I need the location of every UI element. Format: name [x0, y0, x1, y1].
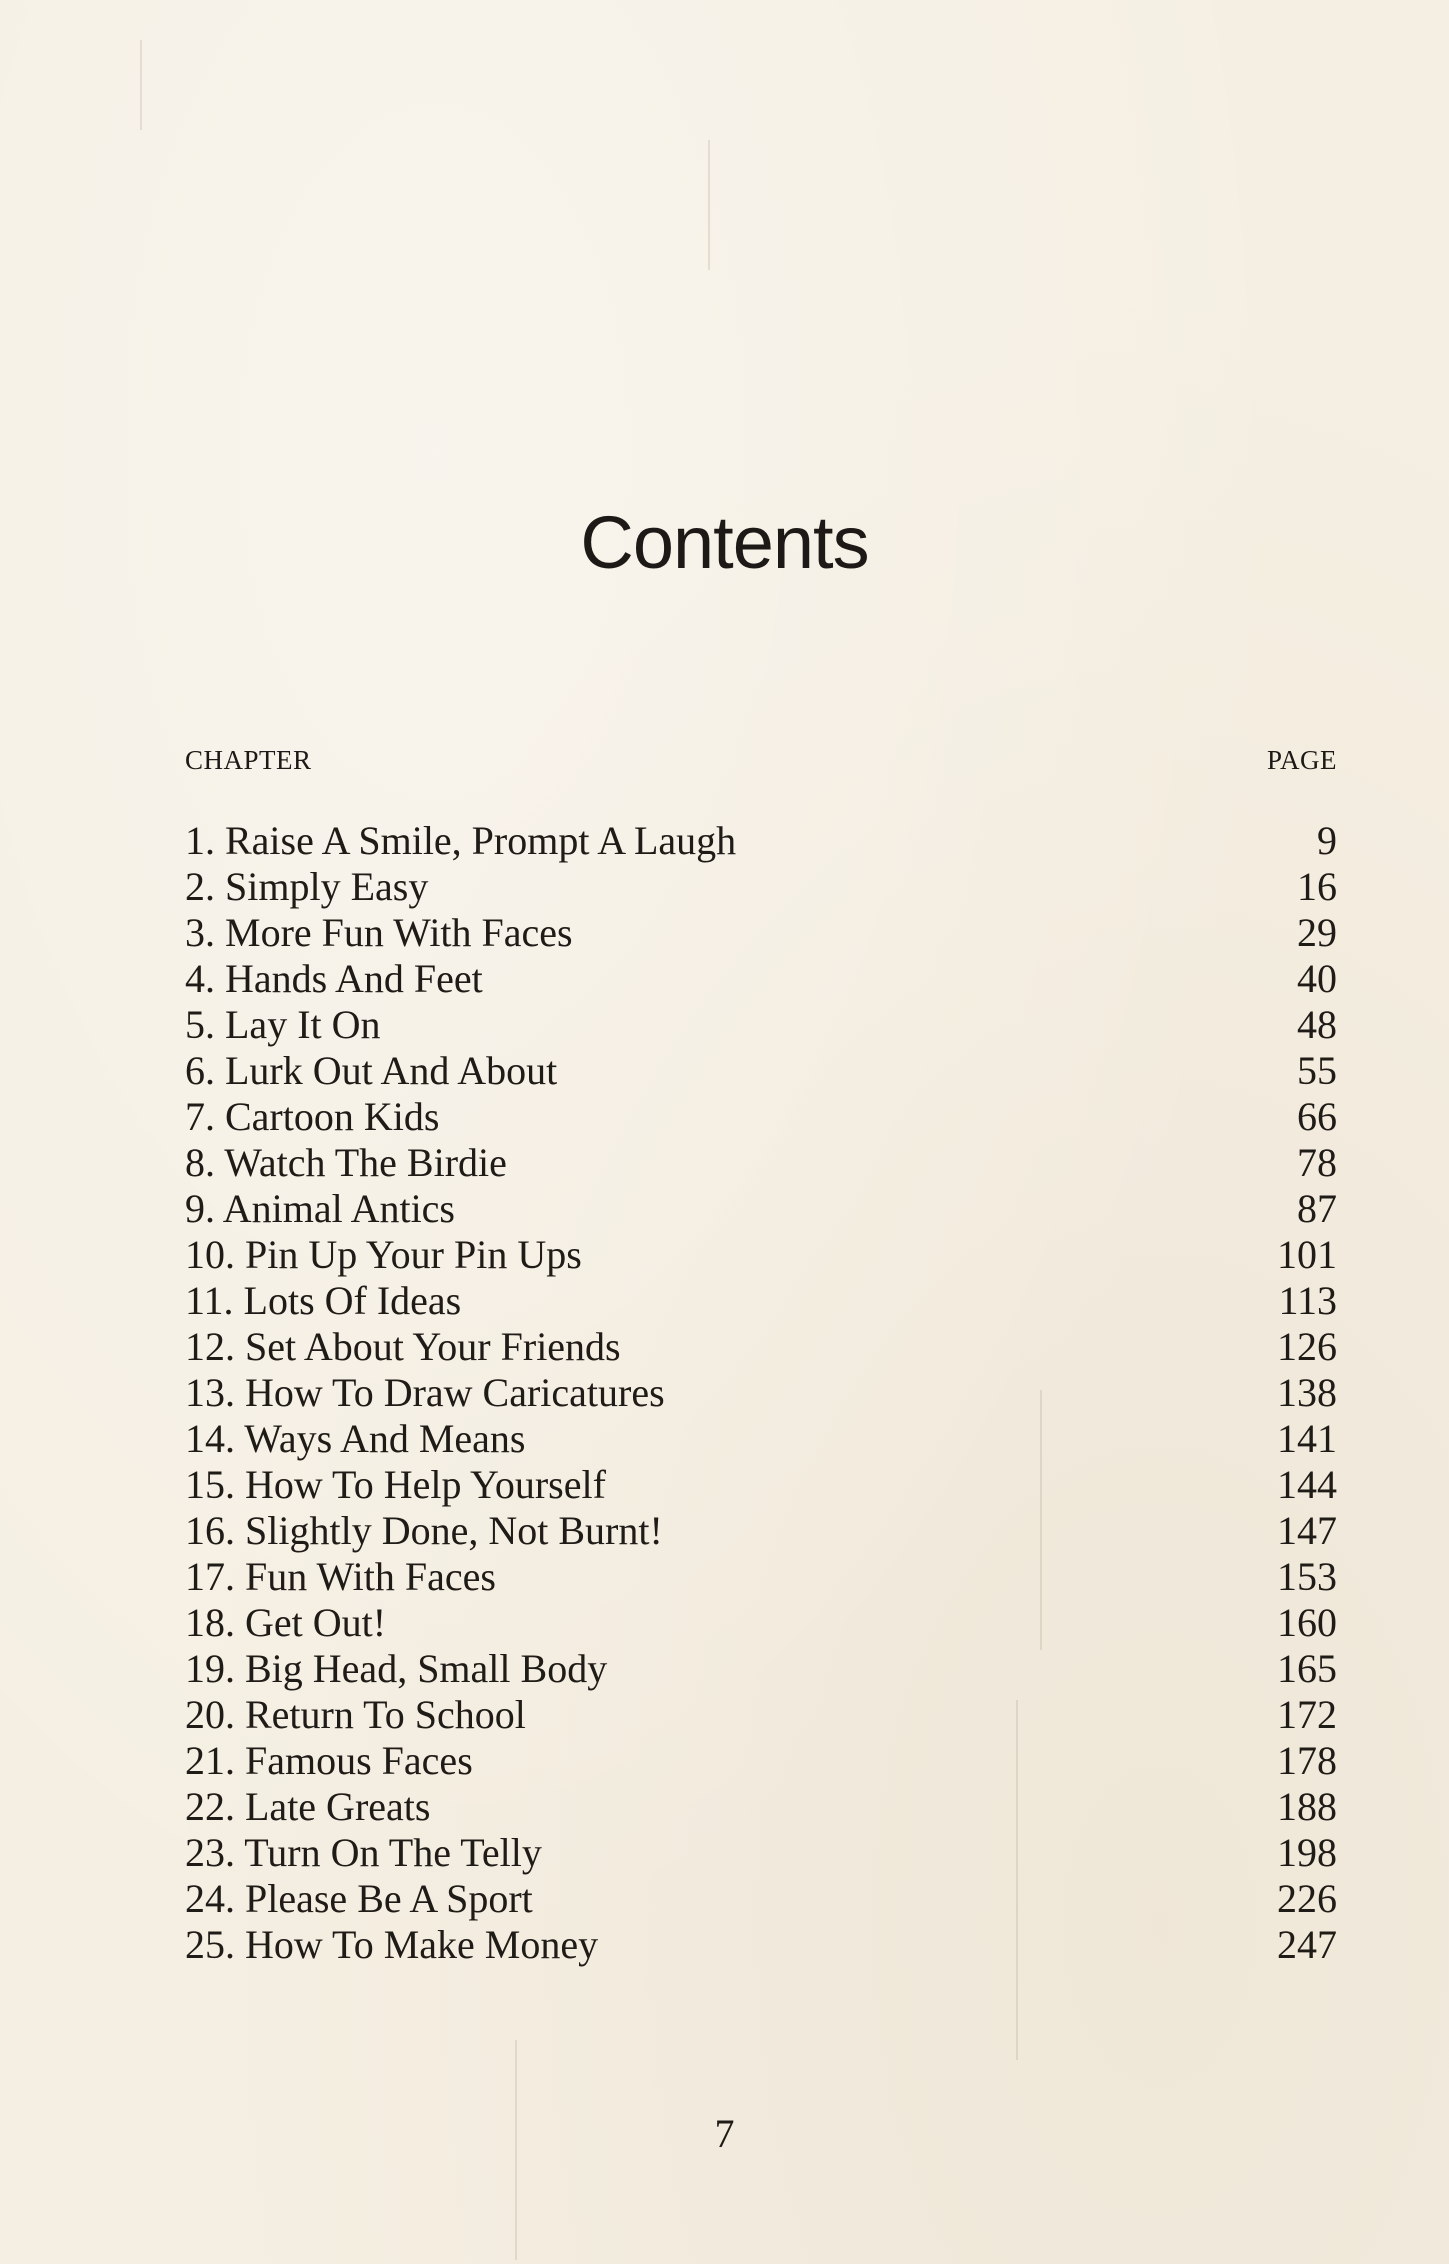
chapter-title: 24. Please Be A Sport [185, 1876, 533, 1921]
chapter-title: 15. How To Help Yourself [185, 1462, 606, 1507]
chapter-title: 13. How To Draw Caricatures [185, 1370, 665, 1415]
toc-entry [185, 1094, 1337, 1140]
chapter-page-number: 147 [1277, 1508, 1337, 1553]
chapter-page-number: 29 [1297, 910, 1337, 955]
page-column-header: PAGE [1266, 745, 1337, 775]
toc-entry [185, 1462, 1337, 1508]
toc-entry [185, 1646, 1337, 1692]
chapter-title: 21. Famous Faces [185, 1738, 473, 1783]
chapter-title: 7. Cartoon Kids [185, 1094, 440, 1139]
toc-entry [185, 818, 1337, 864]
chapter-title: 9. Animal Antics [185, 1186, 455, 1231]
toc-entry [185, 956, 1337, 1002]
toc-entry [185, 1600, 1337, 1646]
toc-entry [185, 1048, 1337, 1094]
toc-entry [185, 1784, 1337, 1830]
chapter-page-number: 188 [1277, 1784, 1337, 1829]
chapter-page-number: 101 [1277, 1232, 1337, 1277]
toc-entry [185, 1692, 1337, 1738]
chapter-page-number: 160 [1277, 1600, 1337, 1645]
toc-entry [185, 1876, 1337, 1922]
toc-entry [185, 1922, 1337, 1968]
chapter-page-number: 48 [1297, 1002, 1337, 1047]
chapter-column-header: CHAPTER [185, 745, 312, 775]
chapter-title: 16. Slightly Done, Not Burnt! [185, 1508, 663, 1553]
toc-entry [185, 1738, 1337, 1784]
chapter-title: 4. Hands And Feet [185, 956, 483, 1001]
chapter-title: 23. Turn On The Telly [185, 1830, 542, 1875]
toc-entry [185, 1324, 1337, 1370]
chapter-page-number: 198 [1277, 1830, 1337, 1875]
chapter-title: 6. Lurk Out And About [185, 1048, 558, 1093]
toc-entry [185, 864, 1337, 910]
chapter-page-number: 153 [1277, 1554, 1337, 1599]
toc-entry [185, 1232, 1337, 1278]
page-title: Contents [580, 501, 869, 584]
chapter-page-number: 126 [1277, 1324, 1337, 1369]
chapter-title: 8. Watch The Birdie [185, 1140, 507, 1185]
toc-entry [185, 1416, 1337, 1462]
toc-entry [185, 1002, 1337, 1048]
chapter-page-number: 226 [1277, 1876, 1337, 1921]
toc-entry [185, 1140, 1337, 1186]
chapter-page-number: 87 [1297, 1186, 1337, 1231]
chapter-title: 18. Get Out! [185, 1600, 387, 1645]
chapter-page-number: 165 [1277, 1646, 1337, 1691]
chapter-title: 22. Late Greats [185, 1784, 431, 1829]
chapter-title: 2. Simply Easy [185, 864, 429, 909]
toc-entry [185, 1508, 1337, 1554]
toc-entry [185, 1554, 1337, 1600]
chapter-page-number: 78 [1297, 1140, 1337, 1185]
chapter-page-number: 40 [1297, 956, 1337, 1001]
chapter-title: 20. Return To School [185, 1692, 526, 1737]
chapter-title: 25. How To Make Money [185, 1922, 599, 1967]
chapter-page-number: 172 [1277, 1692, 1337, 1737]
toc-entry [185, 1278, 1337, 1324]
chapter-page-number: 66 [1297, 1094, 1337, 1139]
chapter-page-number: 113 [1278, 1278, 1337, 1323]
toc-entry [185, 1370, 1337, 1416]
toc-entry [185, 910, 1337, 956]
chapter-title: 12. Set About Your Friends [185, 1324, 621, 1369]
toc-entry [185, 1186, 1337, 1232]
chapter-page-number: 247 [1277, 1922, 1337, 1967]
chapter-page-number: 178 [1277, 1738, 1337, 1783]
paper-crease [708, 140, 710, 270]
chapter-page-number: 144 [1277, 1462, 1337, 1507]
chapter-title: 19. Big Head, Small Body [185, 1646, 608, 1691]
chapter-title: 3. More Fun With Faces [185, 910, 573, 955]
paper-crease [140, 40, 142, 130]
chapter-page-number: 138 [1277, 1370, 1337, 1415]
chapter-title: 1. Raise A Smile, Prompt A Laugh [185, 818, 737, 863]
contents-list [185, 818, 1337, 1968]
chapter-title: 11. Lots Of Ideas [185, 1278, 462, 1323]
chapter-page-number: 141 [1277, 1416, 1337, 1461]
toc-entry [185, 1830, 1337, 1876]
chapter-title: 17. Fun With Faces [185, 1554, 496, 1599]
chapter-page-number: 16 [1297, 864, 1337, 909]
chapter-page-number: 9 [1317, 818, 1337, 863]
chapter-page-number: 55 [1297, 1048, 1337, 1093]
page-number: 7 [714, 2111, 735, 2156]
chapter-title: 5. Lay It On [185, 1002, 381, 1047]
chapter-title: 14. Ways And Means [185, 1416, 526, 1461]
chapter-title: 10. Pin Up Your Pin Ups [185, 1232, 582, 1277]
